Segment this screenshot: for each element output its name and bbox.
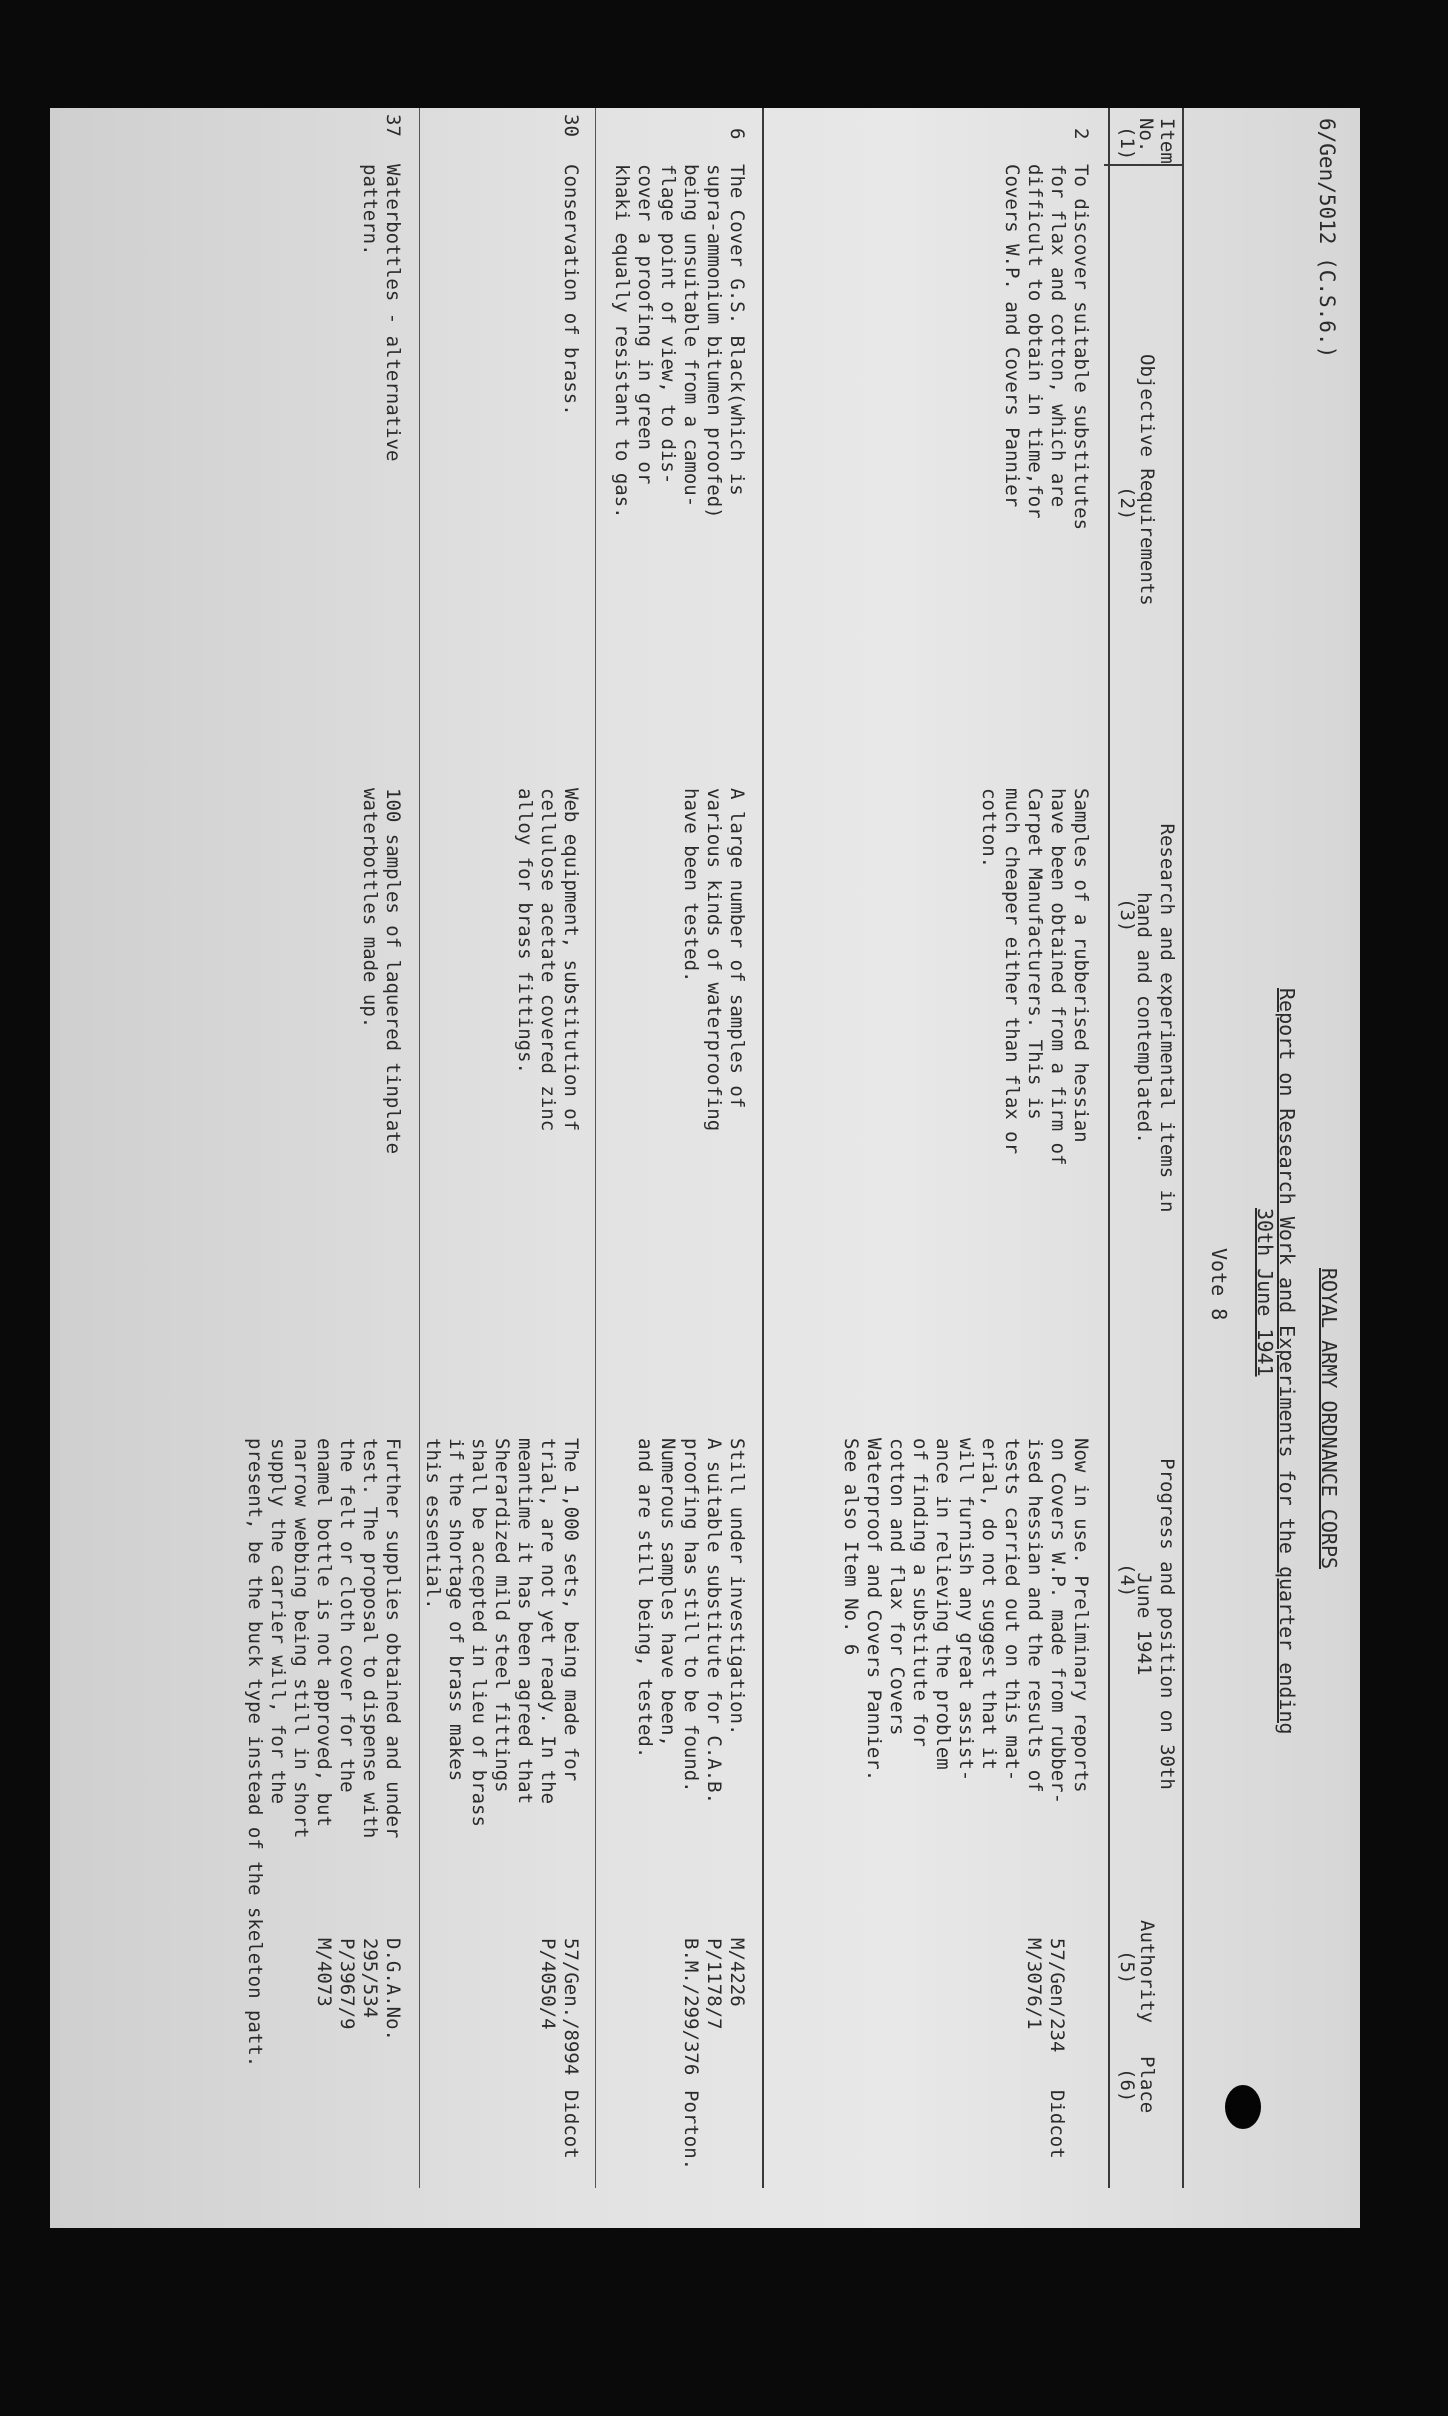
row-item-2-authority: 57/Gen/234 M/3076/1	[1023, 1938, 1068, 2053]
header-rule-top	[1182, 108, 1184, 2188]
document-subtitle-line1: Report on Research Work and Experiments for the quarter ending	[1275, 988, 1299, 1735]
document-reference: 6/Gen/5012 (C.S.6.)	[1315, 118, 1339, 359]
row-item-2-objective: To discover suitable substitutes for flax and cotton, which are difficult to obtain in time,for Covers W.P. and Covers Pannier	[1001, 164, 1092, 531]
row-item-6-objective: The Cover G.S. Black(which is supra-ammonium bitumen proofed) being unsuitable from a camou- flage point of view, to dis- cover a proofing in green or khaki equally resistant to gas.	[611, 164, 748, 519]
column-header-item-no: No.	[1135, 118, 1157, 153]
column-header-authority: Authority	[1136, 1920, 1158, 2023]
row-item-30-research: Web equipment, substitution of cellulose acetate covered zinc alloy for brass fittings.	[514, 788, 582, 1132]
column-number-3: (3)	[1116, 898, 1138, 933]
column-number-2: (2)	[1116, 486, 1138, 521]
column-header-place: Place	[1136, 2056, 1158, 2114]
row-item-6-place: Porton.	[680, 2090, 702, 2171]
column-number-5: (5)	[1116, 1950, 1138, 1985]
column-header-progress: Progress and position on 30th June 1941	[1133, 1458, 1178, 1790]
document-subtitle-line2: 30th June 1941	[1253, 1208, 1277, 1377]
column-divider-1	[1104, 164, 1184, 166]
row-item-30-number: 30	[560, 114, 582, 137]
row-item-37-objective: Waterbottles - alternative pattern.	[359, 164, 404, 462]
row-item-30-objective: Conservation of brass.	[560, 164, 582, 416]
row-rule-2	[595, 108, 596, 2188]
vote-label: Vote 8	[1207, 1248, 1231, 1321]
row-rule-3	[419, 108, 420, 2188]
column-number-1: (1)	[1116, 126, 1138, 161]
row-item-37-authority: D.G.A.No. 295/534 P/3967/9 M/4073	[313, 1938, 404, 2041]
punch-hole	[1225, 2085, 1261, 2129]
row-item-6-authority: M/4226 P/1178/7 B.M./299/376	[680, 1938, 748, 2076]
row-item-2-progress: Now in use. Preliminary reports on Covers W.P. made from rubber- ised hessian and the results of tests carried out on this mat- erial, do not suggest that it will furnish any great assist- ance in relieving the problem of finding a substitute for cotton and flax for Covers Waterproof and Covers Pannier. See also Item No. 6	[840, 1438, 1092, 1805]
row-item-37-progress: Further supplies obtained and under test. The proposal to dispense with the felt or cloth cover for the enamel bottle is not approved, but narrow webbing being still in short supply the carrier will, for the present, be the buck type instead of the skeleton patt.	[244, 1438, 404, 2068]
row-item-2-research: Samples of a rubberised hessian have been obtained from a firm of Carpet Manufacturers. This is much cheaper either than flax or cotton.	[978, 788, 1092, 1166]
rotated-page-content	[50, 108, 1360, 2228]
column-number-6: (6)	[1116, 2068, 1138, 2103]
row-item-30-authority: 57/Gen./8994 P/4050/4	[537, 1938, 582, 2076]
row-item-2-place: Didcot	[1046, 2090, 1068, 2159]
row-item-30-progress: The 1,000 sets, being made for trial, are not yet ready. In the meantime it has been agreed that Sherardized mild steel fittings shall be accepted in lieu of brass if the shortage of brass makes this essential.	[422, 1438, 582, 1827]
row-rule-1	[762, 108, 764, 2188]
column-number-4: (4)	[1116, 1563, 1138, 1598]
row-item-6-progress: Still under investigation. A suitable substitute for C.A.B. proofing has still to be found. Numerous samples have been, and are still being, tested.	[634, 1438, 748, 1805]
row-item-37-number: 37	[382, 114, 404, 137]
row-item-30-place: Didcot	[560, 2090, 582, 2159]
header-rule-bottom	[1108, 108, 1110, 2188]
column-header-objective: Objective Requirements	[1136, 354, 1158, 606]
row-item-6-number: 6	[726, 128, 748, 140]
column-header-research: Research and experimental items in hand and contemplated.	[1133, 823, 1178, 1213]
row-item-6-research: A large number of samples of various kinds of waterproofing have been tested.	[680, 788, 748, 1132]
document-title: ROYAL ARMY ORDNANCE CORPS	[1317, 1268, 1341, 1570]
row-item-37-research: 100 samples of laquered tinplate waterbottles made up.	[359, 788, 404, 1155]
document-page	[50, 108, 1360, 2228]
column-header-item: Item	[1156, 118, 1178, 164]
row-item-2-number: 2	[1070, 128, 1092, 140]
